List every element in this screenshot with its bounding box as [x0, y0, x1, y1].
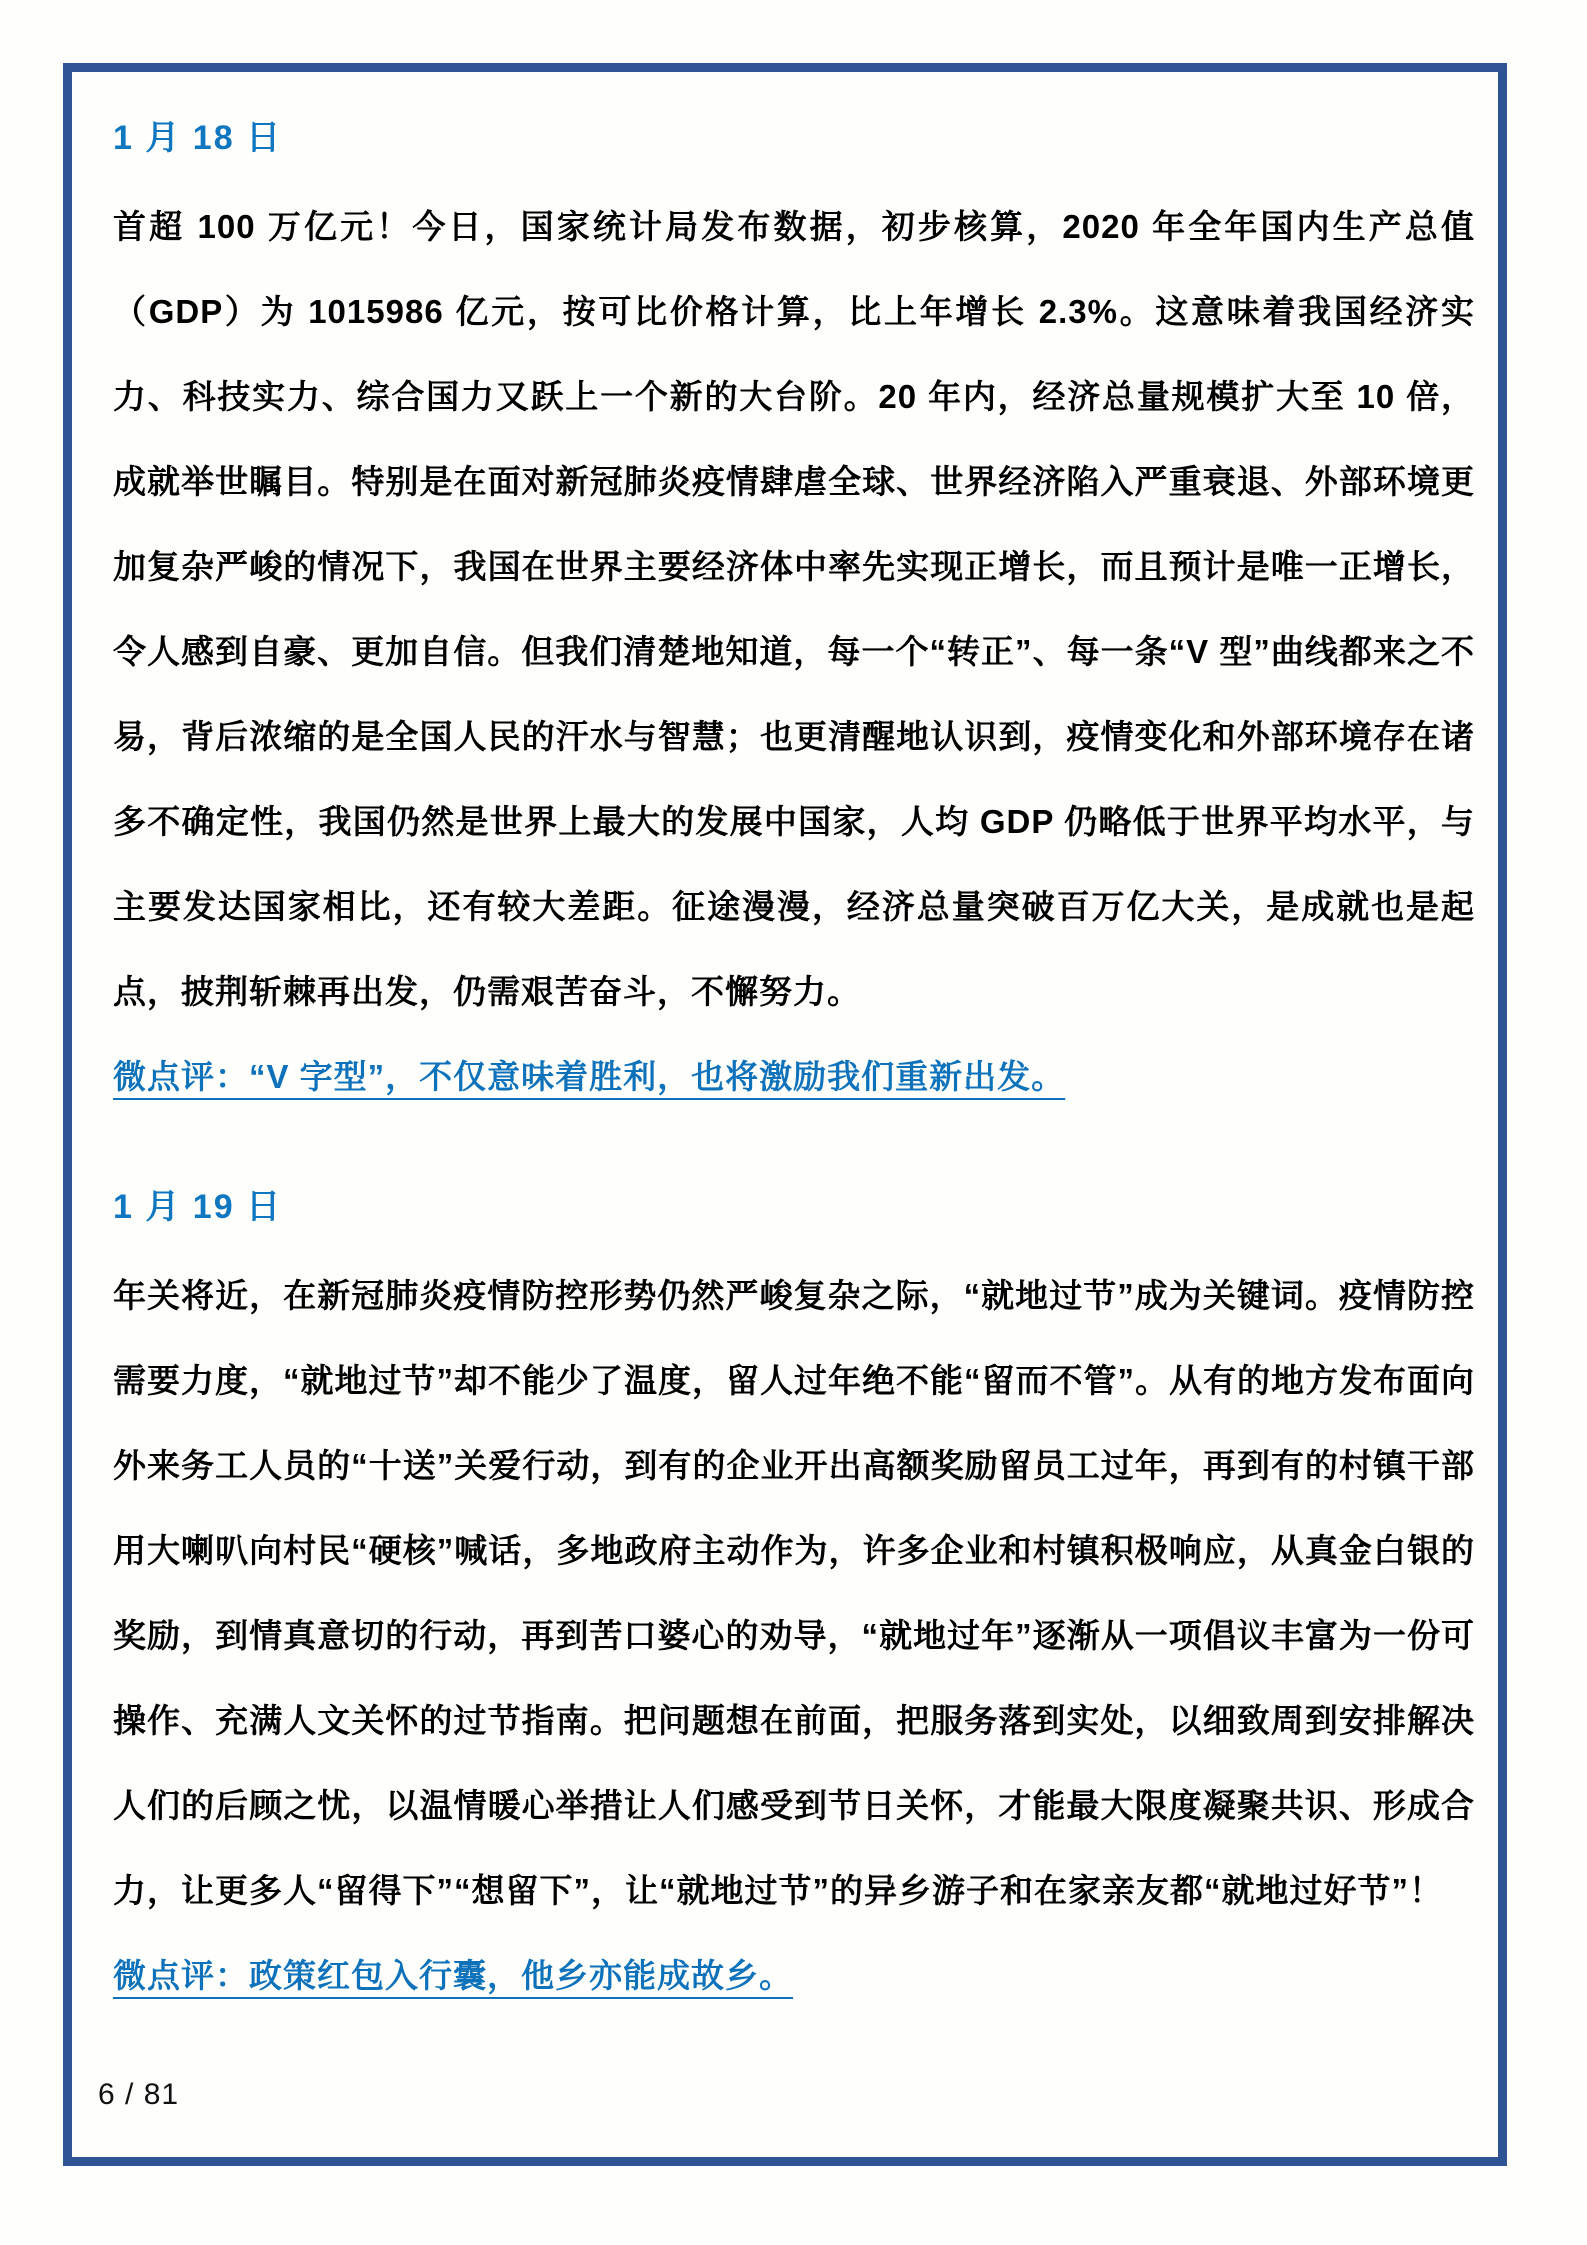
page-content: [113, 112, 1475, 2018]
page-number: 6 / 81: [98, 2078, 180, 2111]
body-paragraph-jan18: 首超 100 万亿元！今日，国家统计局发布数据，初步核算，2020 年全年国内生产总值（GDP）为 1015986 亿元，按可比价格计算，比上年增长 2.3%。这意味着我国经济实力、科技实力、综合国力又跃上一个新的大台阶。20 年内，经济总量规模扩大至 10 倍，成就举世瞩目。特别是在面对新冠肺炎疫情肆虐全球、世界经济陷入严重衰退、外部环境更加复杂严峻的情况下，我国在世界主要经济体中率先实现正增长，而且预计是唯一正增长，令人感到自豪、更加自信。但我们清楚地知道，每一个“转正”、每一条“V 型”曲线都来之不易，背后浓缩的是全国人民的汗水与智慧；也更清醒地认识到，疫情变化和外部环境存在诸多不确定性，我国仍然是世界上最大的发展中国家，人均 GDP 仍略低于世界平均水平，与主要发达国家相比，还有较大差距。征途漫漫，经济总量突破百万亿大关，是成就也是起点，披荆斩棘再出发，仍需艰苦奋斗，不懈努力。: [113, 208, 1475, 1010]
date-heading-jan19: 1 月 19 日: [113, 1188, 283, 1226]
body-paragraph-jan19: 年关将近，在新冠肺炎疫情防控形势仍然严峻复杂之际，“就地过节”成为关键词。疫情防控需要力度，“就地过节”却不能少了温度，留人过年绝不能“留而不管”。从有的地方发布面向外来务工人员的“十送”关爱行动，到有的企业开出高额奖励留员工过年，再到有的村镇干部用大喇叭向村民“硬核”喊话，多地政府主动作为，许多企业和村镇积极响应，从真金白银的奖励，到情真意切的行动，再到苦口婆心的劝导，“就地过年”逐渐从一项倡议丰富为一份可操作、充满人文关怀的过节指南。把问题想在前面，把服务落到实处，以细致周到安排解决人们的后顾之忧，以温情暖心举措让人们感受到节日关怀，才能最大限度凝聚共识、形成合力，让更多人“留得下”“想留下”，让“就地过节”的异乡游子和在家亲友都“就地过好节”！: [113, 1277, 1475, 1909]
date-heading-jan18: 1 月 18 日: [113, 119, 283, 157]
micro-comment-link-jan19[interactable]: 微点评：政策红包入行囊，他乡亦能成故乡。: [113, 1957, 793, 1994]
micro-comment-row-jan18: [113, 1034, 1475, 1119]
micro-comment-row-jan19: [113, 1933, 1475, 2018]
micro-comment-link-jan18[interactable]: 微点评：“V 字型”，不仅意味着胜利，也将激励我们重新出发。: [113, 1058, 1066, 1095]
